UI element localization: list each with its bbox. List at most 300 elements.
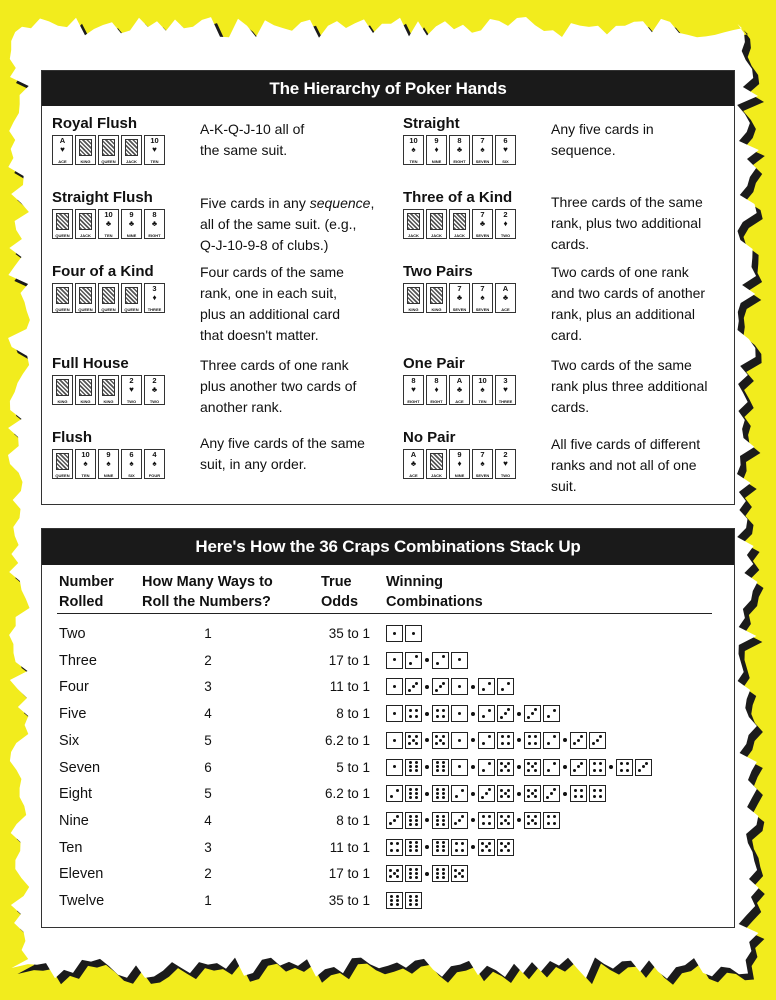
pip bbox=[596, 739, 599, 742]
hand-description bbox=[200, 119, 395, 161]
pip bbox=[507, 742, 510, 745]
pip bbox=[436, 792, 439, 795]
pip bbox=[599, 769, 602, 772]
pip bbox=[534, 769, 537, 772]
card-rank: A bbox=[456, 376, 463, 385]
pip bbox=[547, 822, 550, 825]
die-face-1-icon bbox=[451, 652, 468, 669]
card-label: ACE bbox=[501, 307, 510, 312]
pip bbox=[580, 735, 583, 738]
hand-name: Straight bbox=[403, 115, 460, 132]
card-rank: 4 bbox=[152, 450, 157, 459]
pip bbox=[599, 795, 602, 798]
die-face-4-icon bbox=[386, 839, 403, 856]
hand-cards bbox=[52, 135, 165, 165]
die-face-4-icon bbox=[589, 785, 606, 802]
card-rank: 2 bbox=[503, 210, 508, 219]
hand-cards bbox=[52, 449, 165, 479]
pip bbox=[390, 899, 393, 902]
pip bbox=[488, 709, 491, 712]
playing-card bbox=[403, 449, 424, 479]
hand-description bbox=[551, 192, 726, 255]
playing-card bbox=[426, 209, 447, 239]
pip bbox=[507, 849, 510, 852]
playing-card bbox=[472, 375, 493, 405]
pip bbox=[390, 895, 393, 898]
desc-text: , bbox=[370, 195, 375, 211]
card-rank: 3 bbox=[152, 284, 157, 293]
pip bbox=[461, 815, 464, 818]
pip bbox=[415, 841, 418, 844]
die-face-1-icon bbox=[451, 759, 468, 776]
die-face-5-icon bbox=[497, 785, 514, 802]
hand-name: Straight Flush bbox=[52, 189, 153, 206]
number-rolled: Twelve bbox=[59, 893, 105, 909]
pip bbox=[409, 823, 412, 826]
pip bbox=[409, 868, 412, 871]
pip bbox=[481, 796, 484, 799]
playing-card bbox=[403, 375, 424, 405]
hand-description bbox=[200, 262, 395, 346]
pip bbox=[409, 895, 412, 898]
number-rolled: Five bbox=[59, 706, 87, 723]
pip bbox=[396, 899, 399, 902]
suit-icon: ♦ bbox=[434, 385, 439, 394]
pip bbox=[488, 682, 491, 685]
ways-count: 2 bbox=[204, 652, 212, 668]
die-face-5-icon bbox=[405, 732, 422, 749]
card-rank: 7 bbox=[457, 284, 462, 293]
die-face-2-icon bbox=[432, 652, 449, 669]
ways-count: 2 bbox=[204, 866, 212, 882]
separator-dot bbox=[471, 845, 475, 849]
face-card-figure-icon bbox=[430, 453, 443, 470]
pip bbox=[580, 762, 583, 765]
separator-dot bbox=[471, 792, 475, 796]
pip bbox=[507, 682, 510, 685]
face-card-figure-icon bbox=[125, 139, 138, 156]
die-face-6-icon bbox=[432, 785, 449, 802]
card-rank: 7 bbox=[480, 136, 485, 145]
craps-row bbox=[42, 703, 732, 729]
ways-count: 6 bbox=[204, 759, 212, 775]
card-label: TEN bbox=[409, 159, 418, 164]
description-line: Two cards of one rank bbox=[551, 264, 689, 280]
pip bbox=[415, 845, 418, 848]
card-label: FOUR bbox=[148, 473, 161, 478]
description-line: rank, plus an additional bbox=[551, 306, 695, 322]
die-face-4-icon bbox=[616, 759, 633, 776]
die-face-2-icon bbox=[478, 678, 495, 695]
suit-icon: ♦ bbox=[152, 293, 157, 302]
pip bbox=[527, 815, 530, 818]
die-face-2-icon bbox=[543, 705, 560, 722]
pip bbox=[546, 796, 549, 799]
dice-pair bbox=[386, 865, 422, 882]
pip bbox=[599, 735, 602, 738]
dice-pair bbox=[386, 625, 422, 642]
winning-combinations bbox=[386, 892, 422, 909]
hand-description bbox=[551, 355, 726, 418]
hand-cards bbox=[52, 283, 165, 313]
pip bbox=[409, 715, 412, 718]
card-label: TEN bbox=[478, 399, 487, 404]
pip bbox=[553, 822, 556, 825]
dice-pair bbox=[478, 759, 514, 776]
pip bbox=[390, 849, 393, 852]
card-rank: 8 bbox=[457, 136, 462, 145]
pip bbox=[488, 788, 491, 791]
separator-dot bbox=[517, 765, 521, 769]
pip bbox=[461, 842, 464, 845]
pip bbox=[409, 849, 412, 852]
face-card-figure-icon bbox=[407, 213, 420, 230]
hand-description bbox=[551, 119, 726, 161]
pip bbox=[393, 658, 396, 661]
die-face-6-icon bbox=[432, 839, 449, 856]
dice-pair bbox=[570, 732, 606, 749]
pip bbox=[415, 742, 418, 745]
pip bbox=[531, 765, 534, 768]
pip bbox=[393, 819, 396, 822]
suit-icon: ♠ bbox=[480, 293, 485, 302]
card-label: ACE bbox=[455, 399, 464, 404]
pip bbox=[442, 769, 445, 772]
card-label: QUEEN bbox=[55, 307, 70, 312]
playing-card bbox=[75, 135, 96, 165]
pip bbox=[442, 735, 445, 738]
die-face-3-icon bbox=[635, 759, 652, 776]
header-line: Roll the Numbers? bbox=[142, 594, 271, 610]
pip bbox=[396, 875, 399, 878]
pip bbox=[389, 875, 392, 878]
dice-pair bbox=[478, 678, 514, 695]
number-rolled: Four bbox=[59, 679, 89, 696]
suit-icon: ♦ bbox=[503, 219, 508, 228]
pip bbox=[436, 796, 439, 799]
separator-dot bbox=[471, 685, 475, 689]
suit-icon: ♣ bbox=[151, 385, 158, 394]
die-face-1-icon bbox=[386, 732, 403, 749]
craps-row bbox=[42, 730, 732, 756]
suit-icon: ♣ bbox=[456, 145, 463, 154]
ways-count: 5 bbox=[204, 786, 212, 802]
pip bbox=[527, 789, 530, 792]
suit-icon: ♠ bbox=[83, 459, 88, 468]
pip bbox=[455, 842, 458, 845]
card-rank: 3 bbox=[503, 376, 508, 385]
die-face-6-icon bbox=[405, 812, 422, 829]
playing-card bbox=[426, 135, 447, 165]
description-line: rank plus three additional bbox=[551, 378, 708, 394]
playing-card bbox=[52, 135, 73, 165]
separator-dot bbox=[471, 818, 475, 822]
playing-card bbox=[144, 283, 165, 313]
pip bbox=[501, 688, 504, 691]
separator-dot bbox=[471, 738, 475, 742]
pip bbox=[415, 682, 418, 685]
hand-description bbox=[551, 262, 726, 346]
dice-pair bbox=[570, 785, 606, 802]
die-face-2-icon bbox=[478, 705, 495, 722]
pip bbox=[504, 845, 507, 848]
winning-combinations bbox=[386, 839, 514, 856]
pip bbox=[415, 872, 418, 875]
pip bbox=[409, 792, 412, 795]
separator-dot bbox=[425, 685, 429, 689]
number-rolled: Nine bbox=[59, 812, 89, 829]
pip bbox=[409, 662, 412, 665]
pip bbox=[507, 769, 510, 772]
card-label: JACK bbox=[431, 233, 442, 238]
pip bbox=[442, 868, 445, 871]
card-label: EIGHT bbox=[453, 159, 466, 164]
card-label: ACE bbox=[409, 473, 418, 478]
suit-icon: ♠ bbox=[480, 385, 485, 394]
pip bbox=[415, 868, 418, 871]
pip bbox=[412, 739, 415, 742]
playing-card bbox=[449, 283, 470, 313]
hand-name: Three of a Kind bbox=[403, 189, 513, 206]
separator-dot bbox=[425, 872, 429, 876]
pip bbox=[415, 895, 418, 898]
playing-card bbox=[52, 449, 73, 479]
description-line: that doesn't matter. bbox=[200, 327, 319, 343]
card-rank: 10 bbox=[81, 450, 90, 459]
pip bbox=[455, 849, 458, 852]
pip bbox=[409, 788, 412, 791]
separator-dot bbox=[471, 765, 475, 769]
header-line: Winning bbox=[386, 574, 444, 590]
true-odds: 8 to 1 bbox=[336, 812, 370, 828]
suit-icon: ♥ bbox=[503, 145, 508, 154]
card-rank: 9 bbox=[434, 136, 439, 145]
dice-pair bbox=[524, 705, 560, 722]
pip bbox=[482, 815, 485, 818]
pip bbox=[390, 903, 393, 906]
pip bbox=[415, 903, 418, 906]
card-label: JACK bbox=[126, 159, 137, 164]
dice-pair bbox=[386, 785, 422, 802]
die-face-5-icon bbox=[497, 839, 514, 856]
pip bbox=[442, 815, 445, 818]
die-face-6-icon bbox=[432, 865, 449, 882]
pip bbox=[507, 822, 510, 825]
die-face-4-icon bbox=[589, 759, 606, 776]
separator-dot bbox=[609, 765, 613, 769]
header-divider bbox=[57, 613, 712, 614]
die-face-5-icon bbox=[524, 785, 541, 802]
suit-icon: ♠ bbox=[411, 145, 416, 154]
description-line: Four cards of the same bbox=[200, 264, 344, 280]
die-face-6-icon bbox=[386, 892, 403, 909]
pip bbox=[504, 792, 507, 795]
pip bbox=[435, 735, 438, 738]
pip bbox=[580, 795, 583, 798]
pip bbox=[435, 742, 438, 745]
suit-icon: ♣ bbox=[410, 459, 417, 468]
hand-name: Four of a Kind bbox=[52, 263, 154, 280]
pip bbox=[436, 788, 439, 791]
card-label: SEVEN bbox=[475, 159, 490, 164]
number-rolled: Six bbox=[59, 732, 80, 749]
playing-card bbox=[98, 135, 119, 165]
desc-text: Five cards in any bbox=[200, 195, 310, 211]
hand-description bbox=[200, 355, 395, 418]
card-rank: 9 bbox=[106, 450, 111, 459]
playing-card bbox=[426, 375, 447, 405]
pip bbox=[389, 822, 392, 825]
pip bbox=[500, 762, 503, 765]
pip bbox=[442, 823, 445, 826]
playing-card bbox=[98, 209, 119, 239]
hand-description bbox=[200, 433, 395, 475]
pip bbox=[389, 869, 392, 872]
description-line: sequence. bbox=[551, 142, 616, 158]
pip bbox=[482, 769, 485, 772]
die-face-4-icon bbox=[524, 732, 541, 749]
card-rank: 10 bbox=[478, 376, 487, 385]
card-rank: 7 bbox=[480, 450, 485, 459]
pip bbox=[599, 789, 602, 792]
die-face-3-icon bbox=[570, 759, 587, 776]
pip bbox=[547, 769, 550, 772]
winning-combinations bbox=[386, 759, 652, 776]
pip bbox=[436, 761, 439, 764]
card-label: TWO bbox=[126, 399, 137, 404]
description-line: rank, one in each suit, bbox=[200, 285, 337, 301]
die-face-1-icon bbox=[451, 732, 468, 749]
die-face-1-icon bbox=[386, 759, 403, 776]
pip bbox=[500, 769, 503, 772]
card-label: QUEEN bbox=[101, 159, 116, 164]
hand-name: Royal Flush bbox=[52, 115, 138, 132]
separator-dot bbox=[517, 792, 521, 796]
card-label: EIGHT bbox=[148, 233, 161, 238]
pip bbox=[436, 845, 439, 848]
separator-dot bbox=[563, 765, 567, 769]
playing-card bbox=[495, 449, 516, 479]
pip bbox=[458, 712, 461, 715]
pip bbox=[488, 849, 491, 852]
card-rank: 2 bbox=[503, 450, 508, 459]
true-odds: 35 to 1 bbox=[328, 893, 370, 908]
winning-combinations bbox=[386, 705, 560, 722]
playing-card bbox=[121, 375, 142, 405]
die-face-1-icon bbox=[451, 705, 468, 722]
pip bbox=[415, 715, 418, 718]
dice-pair bbox=[432, 732, 468, 749]
craps-row bbox=[42, 890, 732, 916]
description-line: card. bbox=[551, 327, 583, 343]
pip bbox=[409, 761, 412, 764]
pip bbox=[393, 632, 396, 635]
pip bbox=[488, 815, 491, 818]
suit-icon: ♣ bbox=[479, 219, 486, 228]
pip bbox=[436, 815, 439, 818]
description-line: another rank. bbox=[200, 399, 283, 415]
true-odds: 35 to 1 bbox=[328, 626, 370, 641]
card-label: SEVEN bbox=[475, 307, 490, 312]
die-face-6-icon bbox=[432, 759, 449, 776]
pip bbox=[442, 742, 445, 745]
description-line: Three cards of the same bbox=[551, 194, 703, 210]
pip bbox=[593, 789, 596, 792]
card-label: TWO bbox=[500, 473, 511, 478]
separator-dot bbox=[425, 792, 429, 796]
card-label: QUEEN bbox=[124, 307, 139, 312]
pip bbox=[415, 876, 418, 879]
die-face-1-icon bbox=[386, 652, 403, 669]
pip bbox=[507, 708, 510, 711]
pip bbox=[500, 789, 503, 792]
pip bbox=[553, 788, 556, 791]
playing-card bbox=[403, 283, 424, 313]
pip bbox=[436, 769, 439, 772]
pip bbox=[500, 842, 503, 845]
card-rank: 7 bbox=[480, 210, 485, 219]
suit-icon: ♣ bbox=[151, 219, 158, 228]
playing-card bbox=[449, 135, 470, 165]
die-face-4-icon bbox=[497, 732, 514, 749]
winning-combinations bbox=[386, 652, 468, 669]
number-rolled: Three bbox=[59, 652, 97, 669]
playing-card bbox=[495, 209, 516, 239]
card-rank: 2 bbox=[152, 376, 157, 385]
suit-icon: ♠ bbox=[480, 145, 485, 154]
pip bbox=[439, 685, 442, 688]
die-face-2-icon bbox=[478, 732, 495, 749]
description-line: All five cards of different bbox=[551, 436, 701, 452]
face-card-figure-icon bbox=[56, 213, 69, 230]
pip bbox=[409, 903, 412, 906]
poker-hands-panel bbox=[41, 70, 735, 505]
card-label: KING bbox=[103, 399, 114, 404]
die-face-5-icon bbox=[524, 812, 541, 829]
card-label: QUEEN bbox=[78, 307, 93, 312]
dice-pair bbox=[386, 839, 422, 856]
description-line: Q-J-10-9-8 of clubs.) bbox=[200, 237, 329, 253]
pip bbox=[534, 822, 537, 825]
face-card-figure-icon bbox=[79, 287, 92, 304]
card-rank: 6 bbox=[129, 450, 134, 459]
die-face-3-icon bbox=[497, 705, 514, 722]
card-label: TWO bbox=[149, 399, 160, 404]
pip bbox=[485, 792, 488, 795]
die-face-6-icon bbox=[432, 812, 449, 829]
dice-pair bbox=[478, 785, 514, 802]
pip bbox=[436, 849, 439, 852]
card-label: KING bbox=[80, 399, 91, 404]
pip bbox=[458, 685, 461, 688]
description-line: suit, in any order. bbox=[200, 456, 307, 472]
ways-count: 4 bbox=[204, 812, 212, 828]
die-face-1-icon bbox=[405, 625, 422, 642]
card-rank: 10 bbox=[104, 210, 113, 219]
pip bbox=[534, 708, 537, 711]
pip bbox=[458, 658, 461, 661]
pip bbox=[415, 899, 418, 902]
face-card-figure-icon bbox=[102, 139, 115, 156]
pip bbox=[593, 762, 596, 765]
pip bbox=[547, 815, 550, 818]
description-line: plus another two cards of bbox=[200, 378, 357, 394]
pip bbox=[415, 796, 418, 799]
pip bbox=[461, 849, 464, 852]
ways-count: 3 bbox=[204, 839, 212, 855]
craps-row bbox=[42, 863, 732, 889]
die-face-6-icon bbox=[405, 865, 422, 882]
